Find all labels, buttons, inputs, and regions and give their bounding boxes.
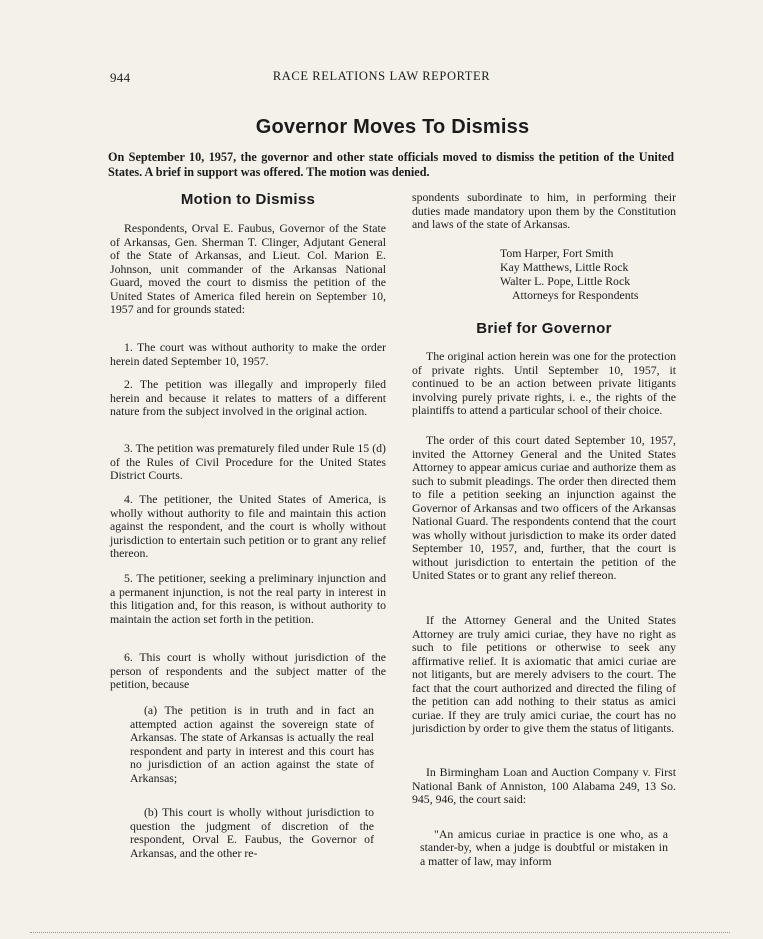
signature-block: [500, 246, 638, 302]
motion-intro: Respondents, Orval E. Faubus, Governor of the State of Arkansas, Gen. Sherman T. Clinger, Adjutant General of the State of Arkansas, and Lieut. Col. Marion E. Johnson, unit commander of the Arkansas National Guard, moved the court to dismiss the petition of the United States of America filed herein on September 10, 1957 and for grounds stated:: [110, 221, 386, 316]
subground-a: (a) The petition is in truth and in fact an attempted action against the sovereign state of Arkansas. The state of Arkansas is actually the real respondent and party in interest and this court has no jurisdiction of an action against the state of Arkansas;: [130, 703, 374, 785]
signature-line: Kay Matthews, Little Rock: [500, 260, 629, 274]
brief-paragraph-1: The original action herein was one for the protection of private rights. Until September 10, 1957, it continued to be an action between private litigants involving purely private rights, i. e., the rights of the plaintiffs to attend a particular school of their choice.: [412, 349, 676, 417]
ground-4: 4. The petitioner, the United States of America, is wholly without authority to file and maintain this action against the respondent, and the court is wholly without jurisdiction to entertain such petition or to grant any relief thereon.: [110, 492, 386, 560]
brief-paragraph-3: If the Attorney General and the United States Attorney are truly amici curiae, they have no right as such to file petitions or otherwise to seek any affirmative relief. It is axiomatic that amici curiae are not litigants, but are merely advisers to the court. The fact that the court authorized and directed the filing of the petition can add nothing to their status as amici curiae. If they are truly amici curiae, the court has no jurisdiction by order to give them the status of litigants.: [412, 613, 676, 735]
page-title: Governor Moves To Dismiss: [255, 116, 530, 138]
page-number: 944: [110, 70, 131, 85]
ground-6: 6. This court is wholly without jurisdiction of the person of respondents and the subject matter of the petition, because: [110, 650, 386, 691]
brief-paragraph-2: The order of this court dated September 10, 1957, invited the Attorney General and the United States Attorney to appear amicus curiae and authorize them as such to submit pleadings. The order then directed them to file a petition seeking an injunction against the Governor of Arkansas and two officers of the Arkansas National Guard. The respondents contend that the court was wholly without jurisdiction to make its order dated September 10, 1957, and, further, that the court is without jurisdiction to entertain the petition of the United States or to grant any relief thereon.: [412, 433, 676, 582]
signature-line: Attorneys for Respondents: [512, 288, 639, 302]
brief-paragraph-4: In Birmingham Loan and Auction Company v. First National Bank of Anniston, 100 Alabama 249, 13 So. 945, 946, the court said:: [412, 765, 676, 806]
brief-heading: Brief for Governor: [476, 320, 612, 337]
footer-rule: [30, 932, 730, 933]
signature-line: Tom Harper, Fort Smith: [500, 246, 614, 260]
ground-3: 3. The petition was prematurely filed under Rule 15 (d) of the Rules of Civil Procedure for the United States District Courts.: [110, 441, 386, 482]
ground-2: 2. The petition was illegally and improperly filed herein and because it relates to matters of a different nature from the subject involved in the original action.: [110, 377, 386, 418]
motion-heading: Motion to Dismiss: [180, 191, 316, 208]
ground-1: 1. The court was without authority to make the order herein dated September 10, 1957.: [110, 340, 386, 368]
motion-continuation: spondents subordinate to him, in performing their duties made mandatory upon them by the Constitution and laws of the state of Arkansas.: [412, 190, 676, 231]
signature-line: Walter L. Pope, Little Rock: [500, 274, 631, 288]
ground-5: 5. The petitioner, seeking a preliminary injunction and a permanent injunction, is not the real party in interest in this litigation and, for this reason, is without authority to maintain the action set forth in the petition.: [110, 571, 386, 626]
subground-b: (b) This court is wholly without jurisdiction to question the judgment of discretion of the respondent, Orval E. Faubus, the Governor of Arkansas, and the other re-: [130, 805, 374, 860]
running-header: RACE RELATIONS LAW REPORTER: [272, 69, 491, 83]
summary-paragraph: On September 10, 1957, the governor and other state officials moved to dismiss the petition of the United States. A brief in support was offered. The motion was denied.: [108, 150, 674, 179]
block-quote: "An amicus curiae in practice is one who, as a stander-by, when a judge is doubtful or mistaken in a matter of law, may inform: [420, 826, 668, 868]
